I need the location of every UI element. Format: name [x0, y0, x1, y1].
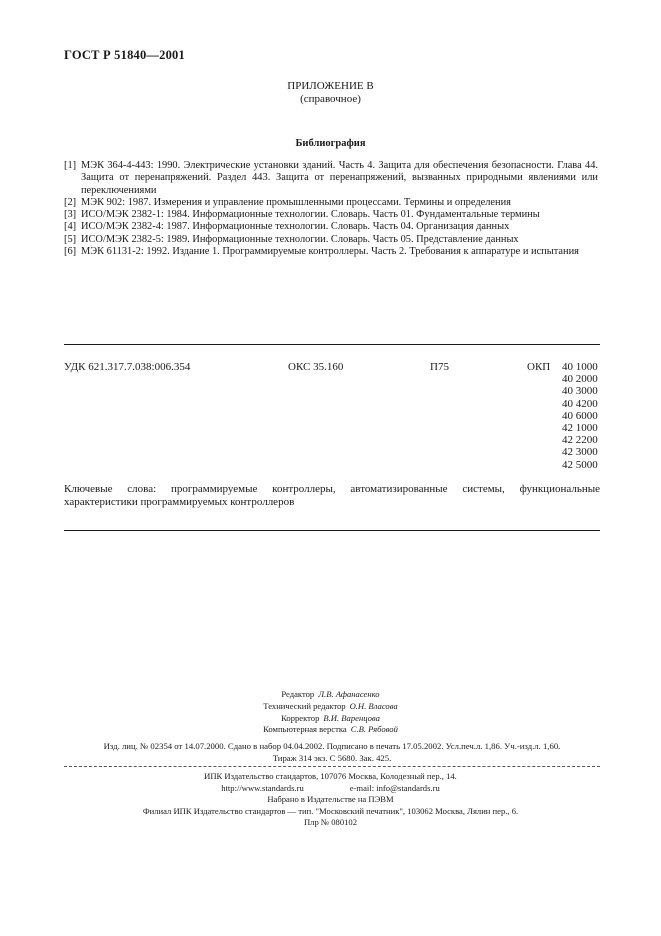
okp-code: 40 1000: [562, 361, 598, 373]
bibliography-item: [64, 197, 598, 209]
bibliography-item-number: [4]: [64, 221, 77, 233]
bibliography-item-text: МЭК 902: 1987. Измерения и управление промышленными процессами. Термины и определения: [81, 196, 511, 208]
okp-code: 42 2200: [562, 434, 598, 447]
publisher-url: http://www.standards.ru: [221, 782, 304, 793]
okp-code: 42 5000: [562, 458, 598, 471]
imprint-line: Изд. лиц. № 02354 от 14.07.2000. Сдано в набор 04.04.2002. Подписано в печать 17.05.2002. Усл.печ.л. 1,86. Уч.-изд.л. 1,60.: [103, 741, 561, 751]
publisher-line: Набрано в Издательстве на ПЭВМ: [267, 794, 394, 805]
credit-role: Корректор: [281, 712, 320, 723]
bibliography-list: [64, 160, 598, 258]
bibliography-item: [64, 209, 598, 221]
credit-row: [0, 701, 661, 713]
publisher-line: Плр № 080102: [303, 817, 358, 828]
okp-codes-list: [562, 361, 598, 471]
bibliography-item-number: [5]: [64, 233, 77, 245]
bibliography-item-number: [1]: [64, 160, 77, 171]
bibliography-item-text: ИСО/МЭК 2382-1: 1984. Информационные технологии. Словарь. Часть 01. Фундаментальные термины: [81, 209, 540, 221]
bibliography-item: [64, 234, 598, 246]
p-code: П75: [430, 361, 449, 373]
okp-code: 40 2000: [562, 373, 598, 386]
bibliography-item-text: МЭК 61131-2: 1992. Издание 1. Программируемые контроллеры. Часть 2. Требования к аппаратуре и испытания: [81, 246, 579, 258]
bottom-divider: [64, 530, 600, 531]
top-divider: [64, 344, 600, 345]
udk-code: УДК 621.317.7.038:006.354: [64, 361, 191, 373]
bibliography-item-text: ИСО/МЭК 2382-4: 1987. Информационные технологии. Словарь. Часть 04. Организация данных: [81, 221, 510, 233]
okp-code: 40 3000: [562, 385, 598, 398]
publisher-contacts: [0, 783, 661, 795]
credit-role: Компьютерная верстка: [263, 724, 347, 735]
standard-code: ГОСТ Р 51840—2001: [64, 48, 185, 62]
bibliography-item-number: [6]: [64, 246, 77, 258]
publisher-line: Филиал ИПК Издательство стандартов — тип. "Московский печатник", 103062 Москва, Лялин пер., 6.: [142, 805, 519, 816]
credit-name: В.И. Варенцова: [323, 712, 380, 723]
bibliography-item: [64, 246, 598, 258]
print-imprint: [64, 741, 600, 765]
bibliography-item-number: [2]: [64, 196, 77, 208]
appendix-subtitle: (справочное): [300, 93, 361, 105]
okp-code: 40 6000: [562, 409, 598, 422]
publisher-line: ИПК Издательство стандартов, 107076 Москва, Колодезный пер., 14.: [204, 771, 457, 781]
credit-name: С.В. Рябовой: [350, 724, 398, 735]
okp-label: ОКП: [527, 361, 551, 373]
publisher-email: e-mail: info@standards.ru: [349, 782, 440, 793]
credit-role: Редактор: [281, 689, 315, 699]
okp-code: 42 1000: [562, 422, 598, 435]
bibliography-item-number: [3]: [64, 209, 77, 221]
publisher-info: [0, 771, 661, 829]
appendix-heading: [0, 80, 661, 106]
okp-code: 40 4200: [562, 397, 598, 410]
editorial-credits: [0, 689, 661, 736]
okp-code: 42 3000: [562, 446, 598, 459]
credit-row: [0, 713, 661, 725]
bibliography-item-text: МЭК 364-4-443: 1990. Электрические установки зданий. Часть 4. Защита для обеспечения безопасности. Глава 44. Защита от перенапряжений. Раздел 443. Защита от перенапряжений, вызванных природными явлениями или переключениями: [81, 160, 598, 196]
bibliography-item-text: ИСО/МЭК 2382-5: 1989. Информационные технологии. Словарь. Часть 05. Представление данных: [81, 233, 519, 245]
credit-name: Л.В. Афанасенко: [318, 689, 380, 699]
keywords: Ключевые слова: программируемые контроллеры, автоматизированные системы, функциональные характеристики программируемых контроллеров: [64, 483, 600, 509]
credit-row: [0, 724, 661, 736]
appendix-title: ПРИЛОЖЕНИЕ В: [287, 80, 374, 92]
credit-role: Технический редактор: [263, 700, 346, 711]
credit-row: [0, 689, 661, 701]
bibliography-item: [64, 221, 598, 233]
imprint-divider: [64, 766, 600, 767]
imprint-line: Тираж 314 экз. С 5680. Зак. 425.: [272, 752, 392, 763]
bibliography-item: [64, 160, 598, 197]
bibliography-title: Библиография: [295, 138, 366, 149]
oks-code: ОКС 35.160: [288, 361, 344, 373]
credit-name: О.Н. Власова: [349, 700, 398, 711]
